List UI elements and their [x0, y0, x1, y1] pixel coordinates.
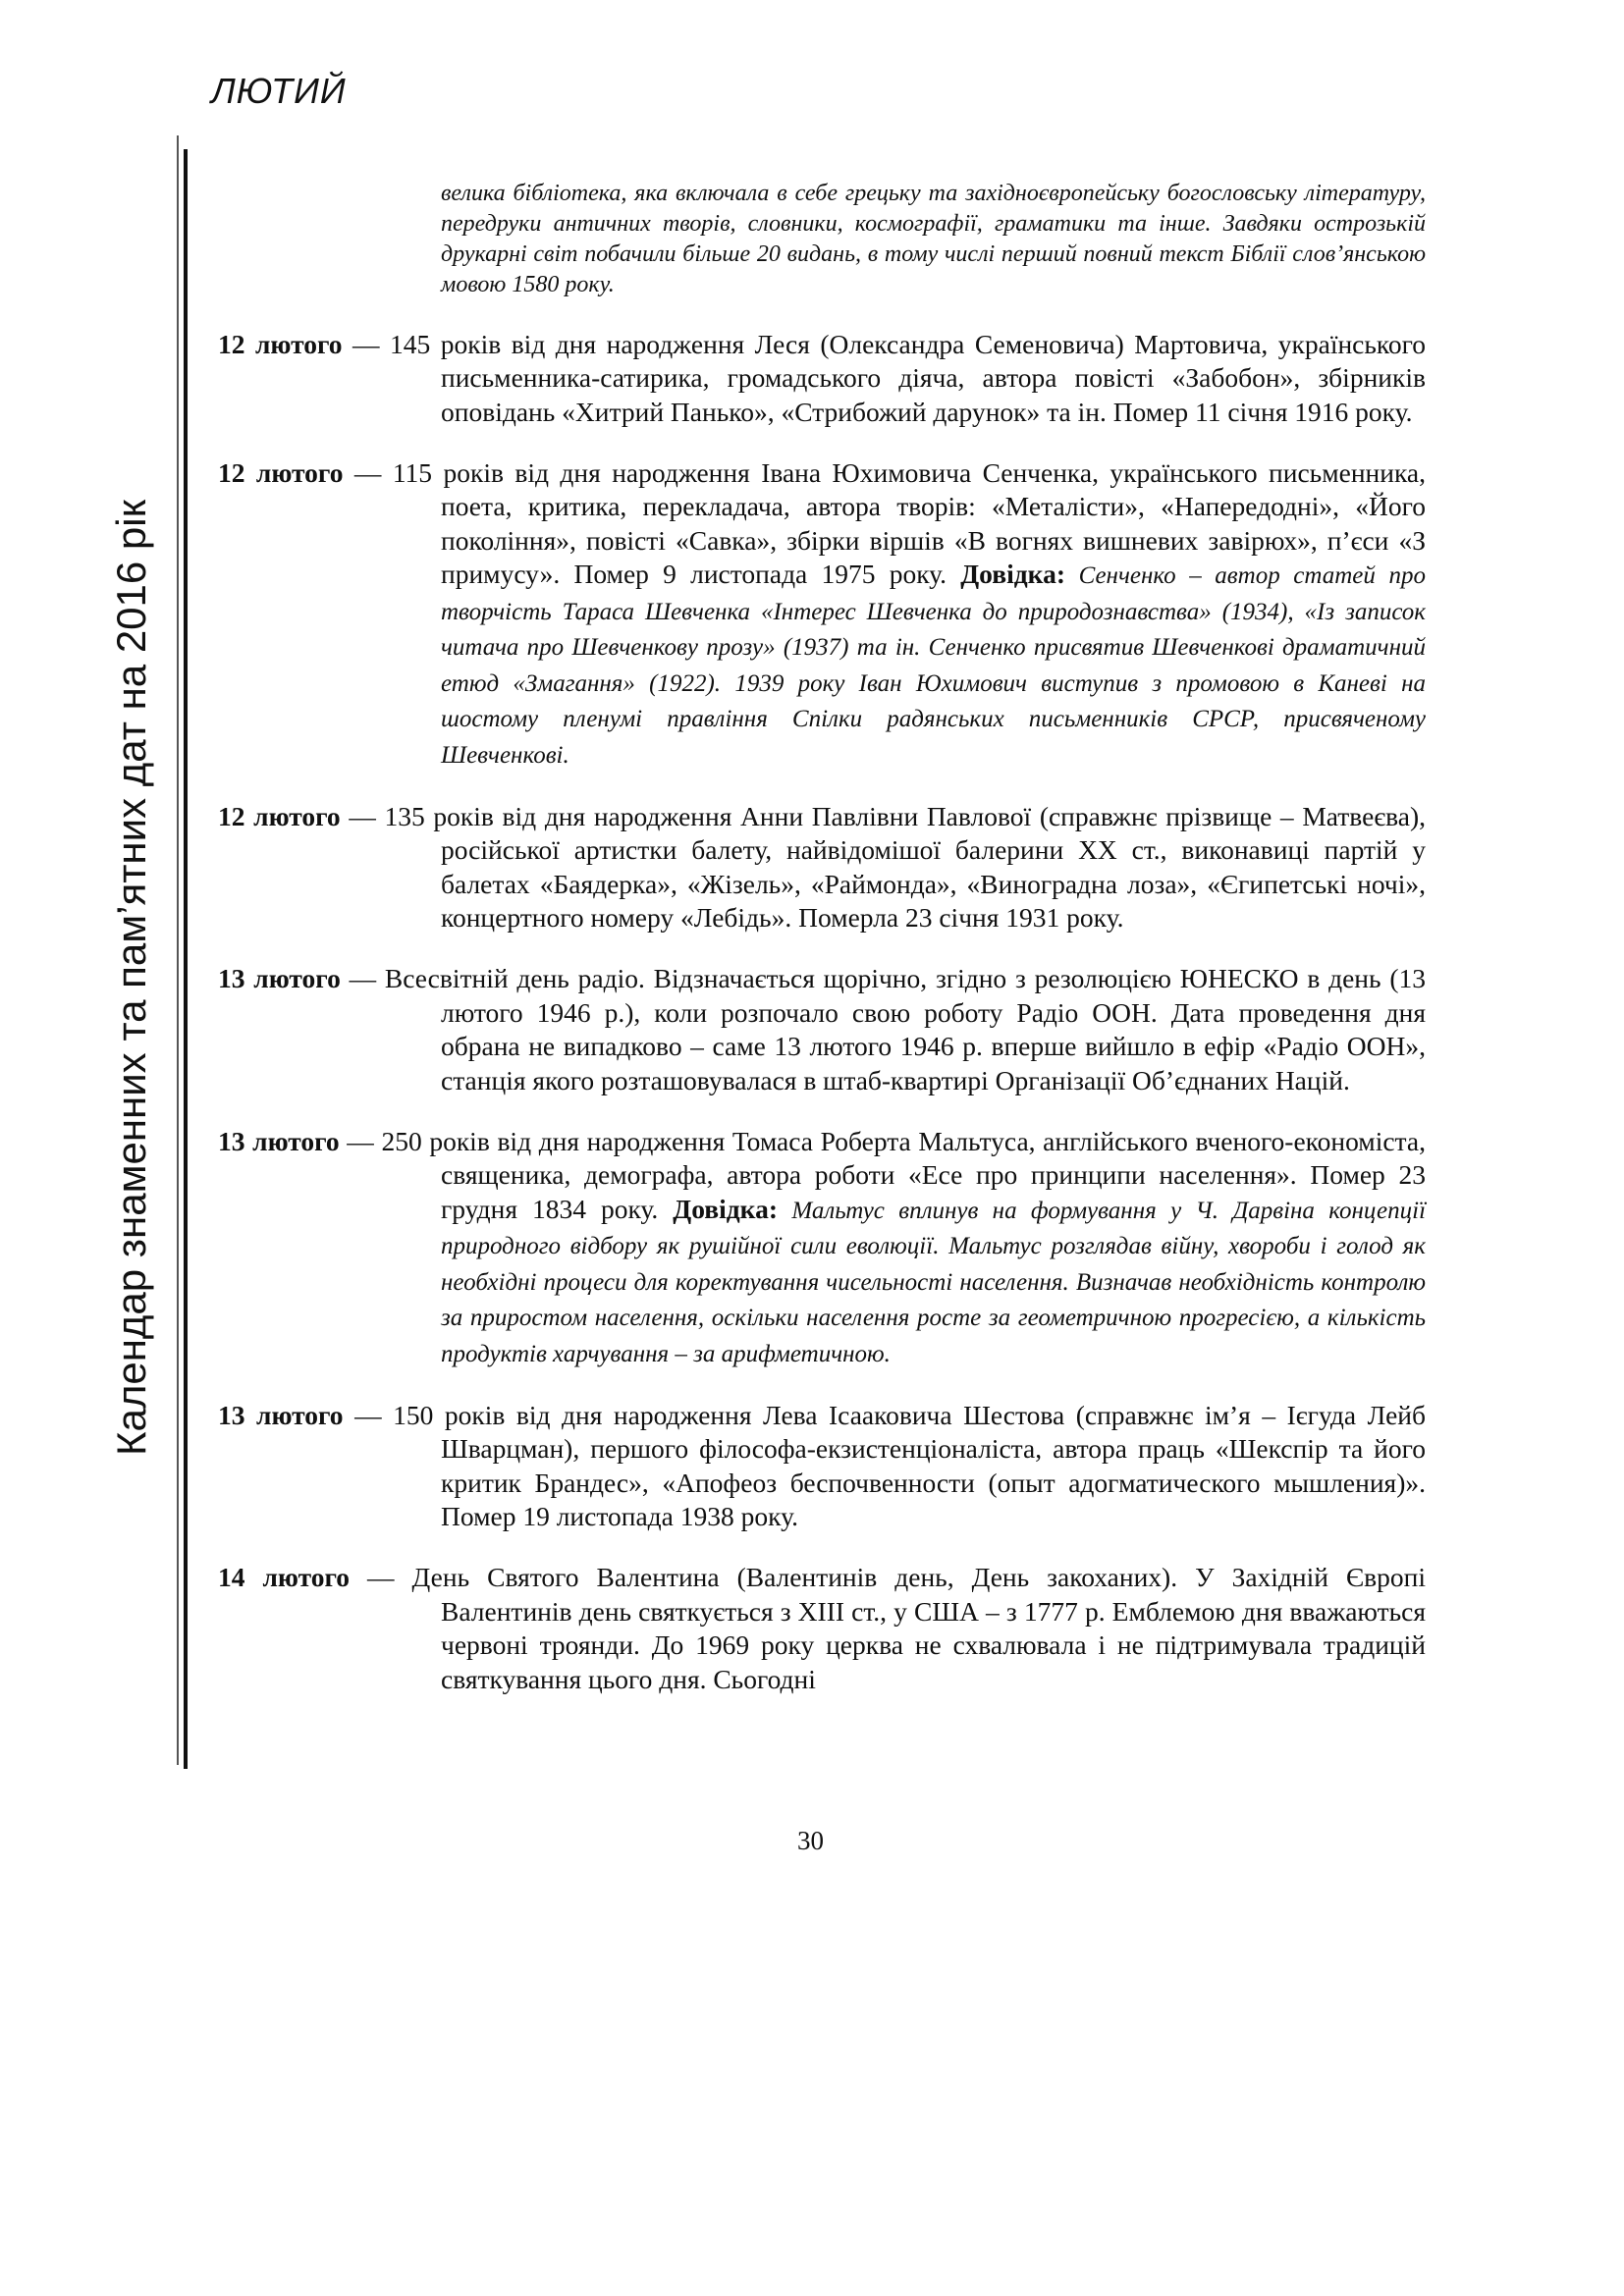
calendar-entry — [218, 456, 1426, 774]
page-number: 30 — [797, 1826, 824, 1855]
vertical-side-title: Календар знаменних та пам’ятних дат на 2016 рік — [108, 500, 154, 1456]
entry-text: — 115 років від дня народження Івана Юхимовича Сенченка, українського письменника, поета, критика, перекладача, автора творів: «Металісти», «Напередодні», «Його покоління», повісті «Савка», збірки віршів «В вогнях вишневих завірюх», п’єси «З примусу». Помер 9 листопада 1975 року. — [343, 456, 1427, 589]
calendar-entry — [218, 1125, 1426, 1372]
reference-label: Довідка: — [960, 559, 1065, 589]
calendar-entry — [218, 328, 1426, 430]
reference-label: Довідка: — [673, 1193, 779, 1224]
entry-date: 12 лютого — [218, 800, 341, 831]
entry-text: — День Святого Валентина (Валентинів день, День закоханих). У Західній Європі Валентинів день святкується з ХІІІ ст., у США – з 1777 р. Емблемою дня вважаються червоні троянди. До 1969 року церква не схвалювала і не підтримувала традицій святкування цього дня. Сьогодні — [350, 1562, 1427, 1694]
continuation-paragraph: велика бібліотека, яка включала в себе грецьку та західноєвропейську богословську літературу, передруки античних творів, словники, космографії, граматики та інше. Завдяки острозькій друкарні світ побачили більше 20 видань, в тому числі перший повний текст Біблії слов’янською мовою 1580 року. — [441, 181, 1426, 297]
margin-rule-thin — [177, 135, 179, 1765]
month-header: ЛЮТИЙ — [211, 71, 347, 111]
calendar-entry — [218, 1561, 1426, 1696]
entry-date: 13 лютого — [218, 1125, 340, 1156]
entry-date: 12 лютого — [218, 328, 343, 359]
calendar-entry — [218, 800, 1426, 935]
margin-rule-thick — [184, 149, 188, 1769]
entry-text: — 145 років від дня народження Леся (Олександра Семеновича) Мартовича, українського письменника-сатирика, громадського діяча, автора повісті «Забобон», збірників оповідань «Хитрий Панько», «Стрибожий дарунок» та ін. Помер 11 січня 1916 року. — [342, 328, 1426, 427]
entry-text: — 250 років від дня народження Томаса Роберта Мальтуса, англійського вченого-економіста, священика, демографа, автора роботи «Есе про принципи населення». Помер 23 грудня 1834 року. — [339, 1125, 1426, 1224]
calendar-entry — [218, 1399, 1426, 1534]
entry-date: 13 лютого — [218, 1399, 344, 1430]
entry-date: 13 лютого — [218, 963, 341, 993]
entry-date: 14 лютого — [218, 1562, 351, 1592]
reference-text: Сенченко – автор статей про творчість Тараса Шевченка «Інтерес Шевченка до природознавства» (1934), «Із записок читача про Шевченкову прозу» (1937) та ін. Сенченко присвятив Шевченкові драматичний етюд «Змагання» (1922). 1939 року Іван Юхимович виступив з промовою в Каневі на шостому пленумі правління Спілки радянських письменників СРСР, присвяченому Шевченкові. — [441, 562, 1426, 769]
entry-date: 12 лютого — [218, 456, 344, 488]
entry-text: — 150 років від дня народження Лева Ісааковича Шестова (справжнє ім’я – Ієгуда Лейб Шварцман), першого філософа-екзистенціоналіста, автора праць «Шекспір та його критик Брандес», «Апофеоз беспочвенности (опыт адогматического мышления)». Помер 19 листопада 1938 року. — [343, 1399, 1426, 1531]
calendar-entry — [218, 962, 1426, 1097]
calendar-content — [218, 155, 1426, 1706]
reference-text: Мальтус вплинув на формування у Ч. Дарвіна концепції природного відбору як рушійної сили еволюції. Мальтус розглядав війну, хвороби і голод як необхідні процеси для коректування чисельності населення. Визначав необхідність контролю за приростом населення, оскільки населення росте за геометричною прогресією, а кількість продуктів харчування – за арифметичною. — [441, 1197, 1427, 1367]
entry-text: — 135 років від дня народження Анни Павлівни Павлової (справжнє прізвище – Матвеєва), російської артистки балету, найвідомішої балерини ХХ ст., виконавиці партій у балетах «Баядерка», «Жізель», «Раймонда», «Виноградна лоза», «Єгипетські ночі», концертного номеру «Лебідь». Померла 23 січня 1931 року. — [340, 800, 1426, 933]
entry-text: — Всесвітній день радіо. Відзначається щорічно, згідно з резолюцією ЮНЕСКО в день (13 лютого 1946 р.), коли розпочало свою роботу Радіо ООН. Дата проведення дня обрана не випадково – саме 13 лютого 1946 р. вперше вийшло в ефір «Радіо ООН», станція якого розташовувалася в штаб-квартирі Організації Об’єднаних Націй. — [340, 963, 1426, 1095]
